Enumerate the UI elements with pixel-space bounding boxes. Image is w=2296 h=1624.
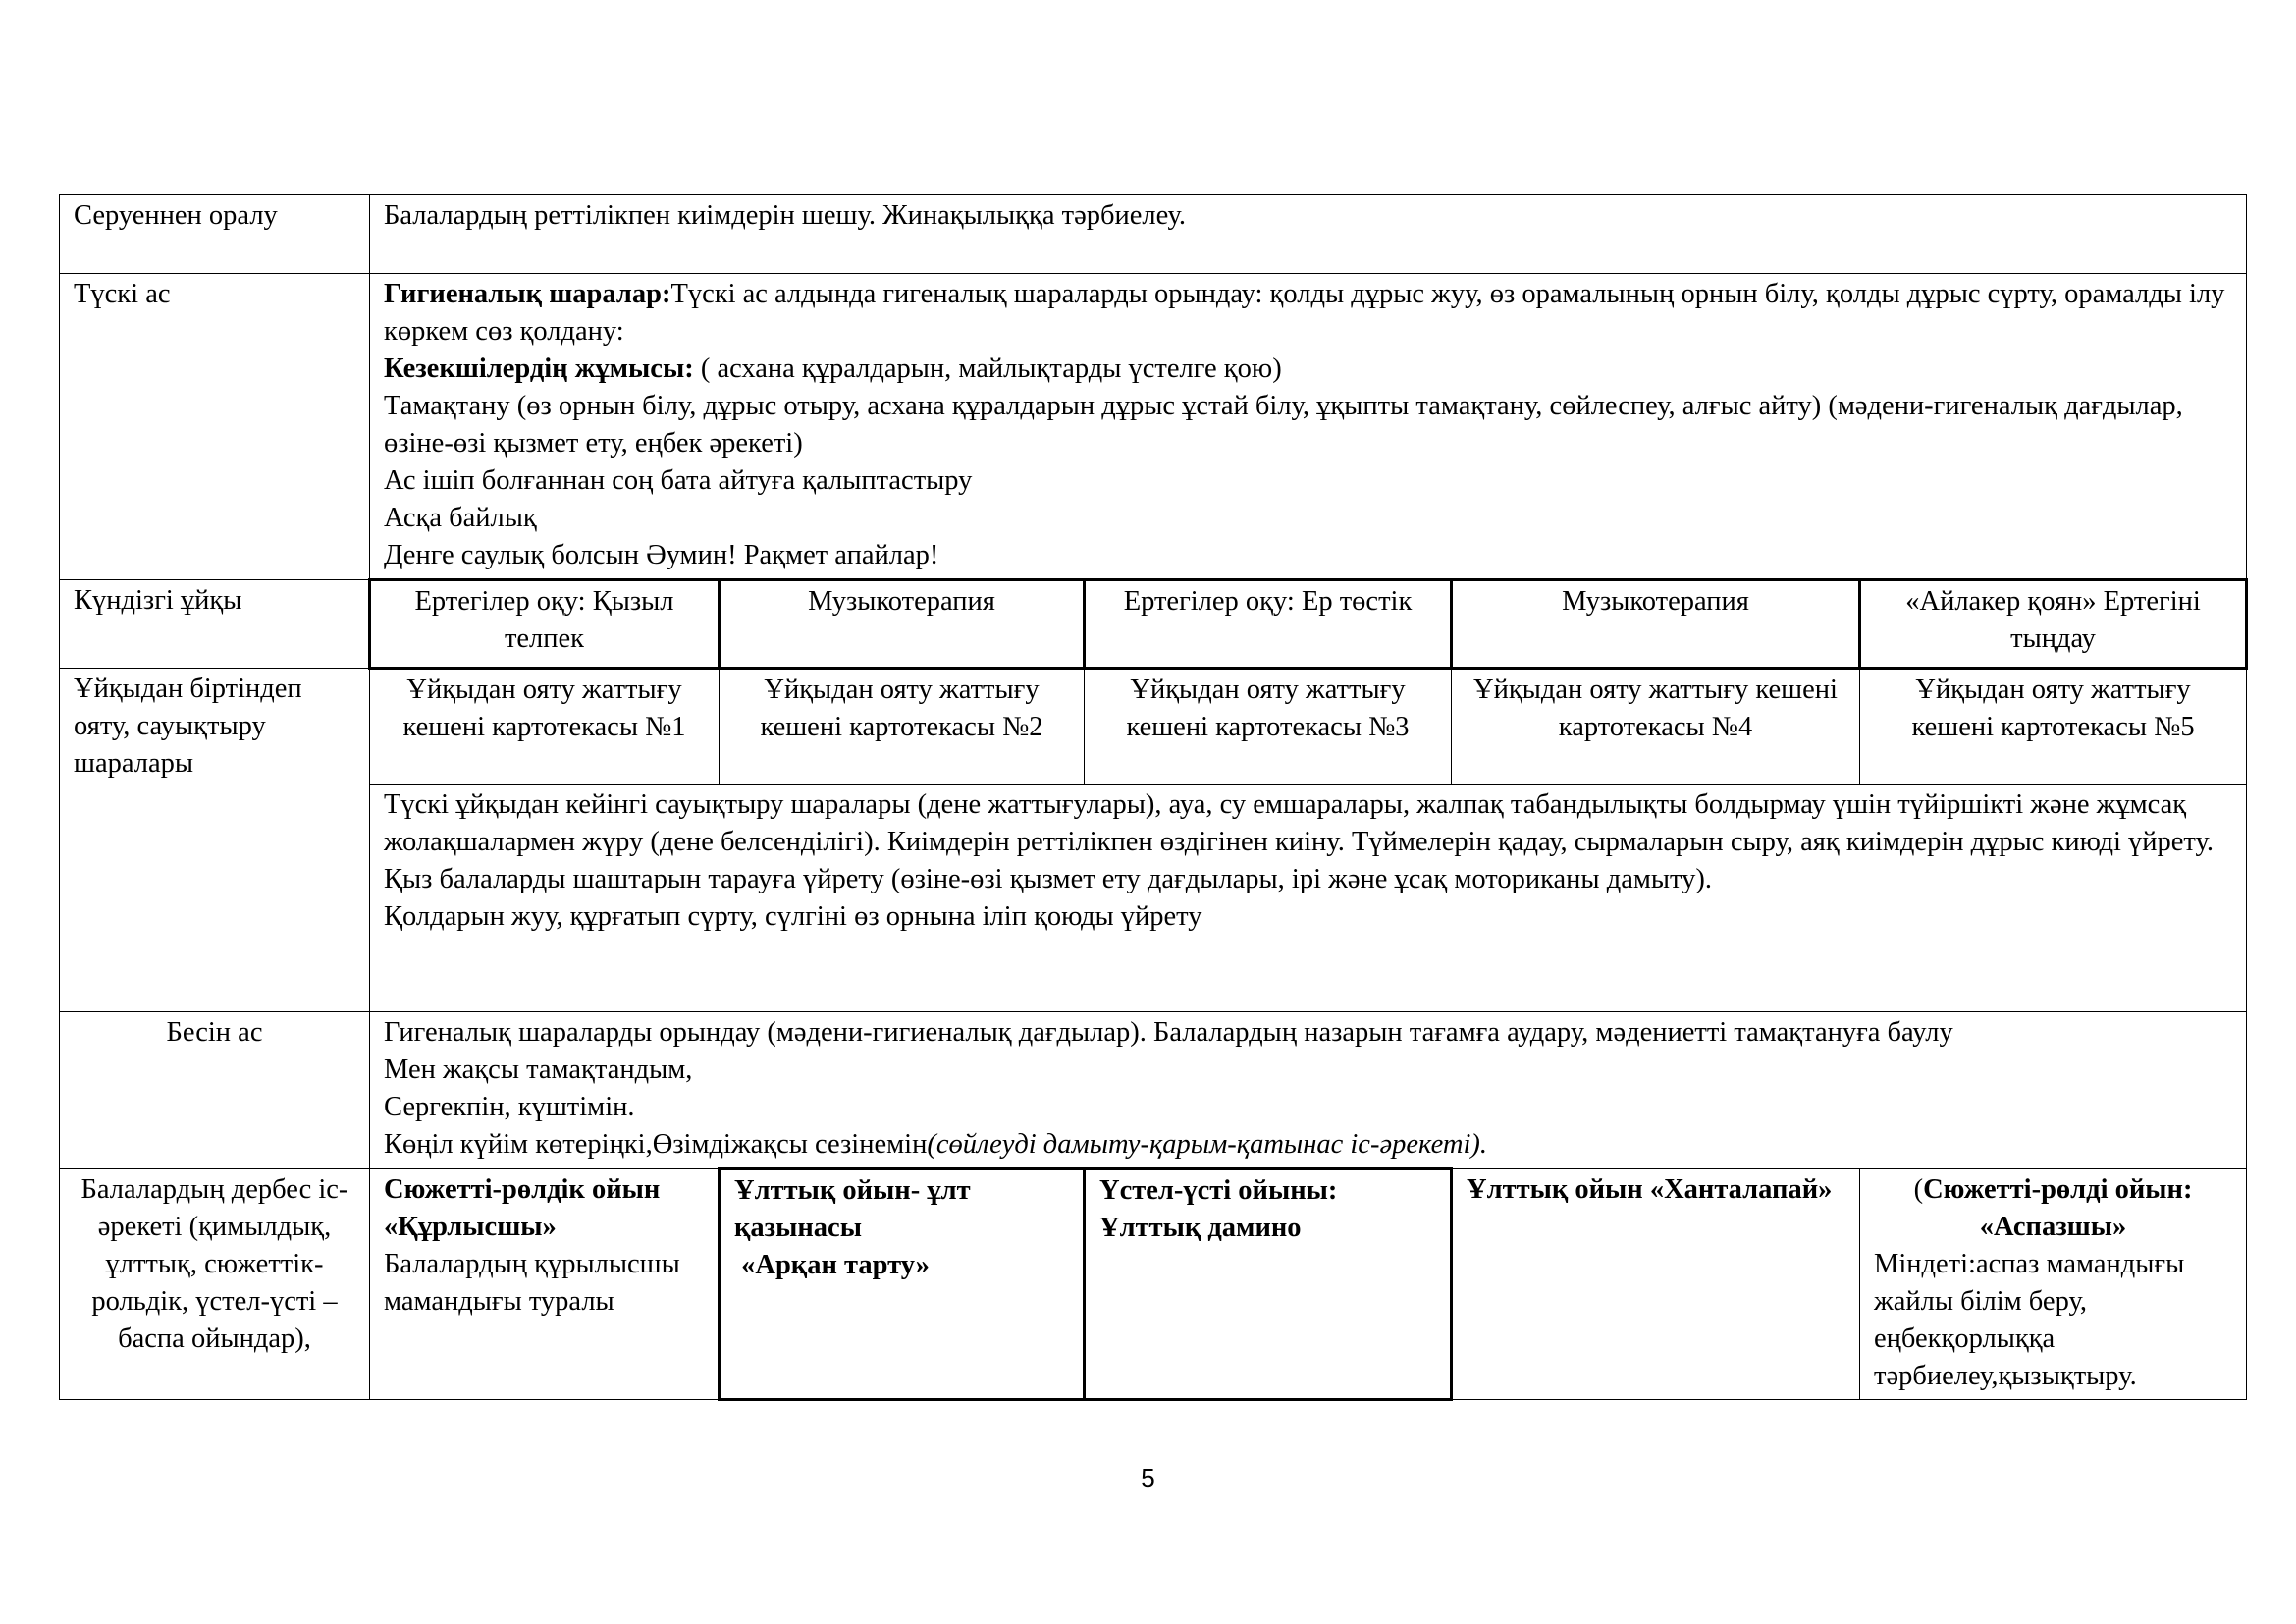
- lunch-line: Ас ішіп болғаннан соң бата айтуға қалыптастыру: [384, 465, 973, 496]
- row-label-independent: Балалардың дербес іс-әрекеті (қимылдық, ұлттық, сюжеттік-рольдік, үстел-үсті –баспа ойындар),: [60, 1169, 370, 1400]
- independent-cell-2-subtitle: «Арқан тарту»: [734, 1250, 930, 1280]
- independent-cell-5-title: Сюжетті-рөлді ойын: «Аспазшы»: [1923, 1174, 2193, 1242]
- row-lunch: [60, 274, 2247, 580]
- afternoon-snack-text: [370, 1012, 2247, 1169]
- row-return-walk: [60, 195, 2247, 274]
- lunch-line: Тамақтану (өз орнын білу, дұрыс отыру, асхана құралдарын дұрыс ұстай білу, ұқыпты тамақтану, сөйлеспеу, алғыс айту) (мәдени-гигеналық дағдылар, өзіне-өзі қызмет ету, еңбек әрекеті): [384, 391, 2183, 459]
- row-label-return-walk: Серуеннен оралу: [60, 195, 370, 274]
- independent-cell-2: [720, 1169, 1085, 1400]
- independent-cell-5-paren: (: [1913, 1174, 1924, 1205]
- lunch-content: [370, 274, 2247, 580]
- snack-line: Мен жақсы тамақтандым,: [384, 1055, 693, 1085]
- row-afternoon-snack: [60, 1012, 2247, 1169]
- row-day-sleep: [60, 580, 2247, 669]
- snack-line-plain: Көңіл күйім көтеріңкі,Өзімдіжақсы сезінемін: [384, 1129, 928, 1160]
- row-label-day-sleep: Күндізгі ұйқы: [60, 580, 370, 669]
- day-sleep-cell-3: Ертегілер оқу: Ер төстік: [1085, 580, 1452, 669]
- lunch-hygiene-heading: Гигиеналық шаралар:: [384, 279, 671, 309]
- wake-up-text: [370, 785, 2247, 1012]
- independent-cell-4-title: Ұлттық ойын «Ханталапай»: [1467, 1174, 1833, 1205]
- snack-line: Гигеналық шараларды орындау (мәдени-гигиеналық дағдылар). Балалардың назарын тағамға аудару, мәдениетті тамақтануға баулу: [384, 1017, 1953, 1048]
- page-number: 5: [1141, 1463, 1155, 1492]
- wake-up-cell-5: Ұйқыдан ояту жаттығу кешені картотекасы №5: [1860, 669, 2247, 785]
- row-label-afternoon-snack: Бесін ас: [60, 1012, 370, 1169]
- lunch-hygiene-text: Түскі ас алдында гигеналық шараларды орындау: қолды дұрыс жуу, өз орамалының орнын білу, қолды дұрыс сүрту, орамалды ілу көркем сөз қолдану:: [384, 279, 2225, 347]
- independent-cell-5: [1860, 1169, 2247, 1400]
- wake-up-cell-3: Ұйқыдан ояту жаттығу кешені картотекасы №3: [1085, 669, 1452, 785]
- return-walk-text: Балалардың реттілікпен киімдерін шешу. Жинақылыққа тәрбиелеу.: [370, 195, 2247, 274]
- schedule-table: [59, 194, 2248, 1401]
- day-sleep-cell-5: «Айлакер қоян» Ертегіні тыңдау: [1860, 580, 2247, 669]
- lunch-line: Денге саулық болсын Әумин! Рақмет апайлар!: [384, 540, 939, 570]
- lunch-duty-heading: Кезекшілердің жұмысы:: [384, 353, 694, 384]
- row-wake-up-text: [60, 785, 2247, 1012]
- independent-cell-5-heading: [1874, 1171, 2232, 1246]
- independent-cell-2-title: Ұлттық ойын- ұлт қазынасы: [734, 1175, 971, 1243]
- lunch-duty-text: ( асхана құралдарын, майлықтарды үстелге қою): [693, 353, 1282, 384]
- day-sleep-cell-1: Ертегілер оқу: Қызыл телпек: [370, 580, 720, 669]
- snack-line-italic: (сөйлеуді дамыту-қарым-қатынас іс-әрекеті).: [927, 1129, 1488, 1160]
- lunch-hygiene: [384, 276, 2232, 351]
- independent-cell-1-text: Балалардың құрылысшы мамандығы туралы: [384, 1249, 680, 1317]
- independent-cell-4: [1452, 1169, 1860, 1400]
- independent-cell-3-title: Үстел-үсті ойыны: Ұлттық дамино: [1099, 1175, 1338, 1243]
- wake-up-cell-2: Ұйқыдан ояту жаттығу кешені картотекасы №2: [720, 669, 1085, 785]
- wake-up-cell-4: Ұйқыдан ояту жаттығу кешені картотекасы №4: [1452, 669, 1860, 785]
- snack-line-last: [384, 1126, 2232, 1164]
- row-label-wake-up: Ұйқыдан біртіндеп ояту, сауықтыру шаралары: [60, 669, 370, 1012]
- wake-up-cell-1: Ұйқыдан ояту жаттығу кешені картотекасы №1: [370, 669, 720, 785]
- row-wake-up: [60, 669, 2247, 785]
- day-sleep-cell-4: Музыкотерапия: [1452, 580, 1860, 669]
- independent-cell-1-title: Сюжетті-рөлдік ойын «Құрлысшы»: [384, 1174, 661, 1242]
- lunch-duty: [384, 351, 2232, 388]
- day-sleep-cell-2: Музыкотерапия: [720, 580, 1085, 669]
- row-independent: [60, 1169, 2247, 1400]
- independent-cell-5-text: Міндеті:аспаз мамандығы жайлы білім беру, еңбекқорлыққа тәрбиелеу,қызықтыру.: [1874, 1249, 2185, 1391]
- independent-cell-3: [1085, 1169, 1452, 1400]
- row-label-lunch: Түскі ас: [60, 274, 370, 580]
- wake-up-paragraph: Қолдарын жуу, құрғатып сүрту, сүлгіні өз орнына іліп қоюды үйрету: [384, 901, 1202, 932]
- lunch-line: Асқа байлық: [384, 503, 537, 533]
- independent-cell-1: [370, 1169, 720, 1400]
- snack-line: Сергекпін, күштімін.: [384, 1092, 635, 1122]
- wake-up-paragraph: Түскі ұйқыдан кейінгі сауықтыру шаралары (дене жаттығулары), ауа, су емшаралары, жалпақ табандылықты болдырмау үшін түйіршікті және жұмсақ жолақшалармен жүру (дене белсенділігі). Киімдерін реттілікпен өздігінен киіну. Түймелерін қадау, сырмаларын сыру, аяқ киімдерін дұрыс киюді үйрету. Қыз балаларды шаштарын тарауға үйрету (өзіне-өзі қызмет ету дағдылары, ірі және ұсақ моториканы дамыту).: [384, 789, 2215, 894]
